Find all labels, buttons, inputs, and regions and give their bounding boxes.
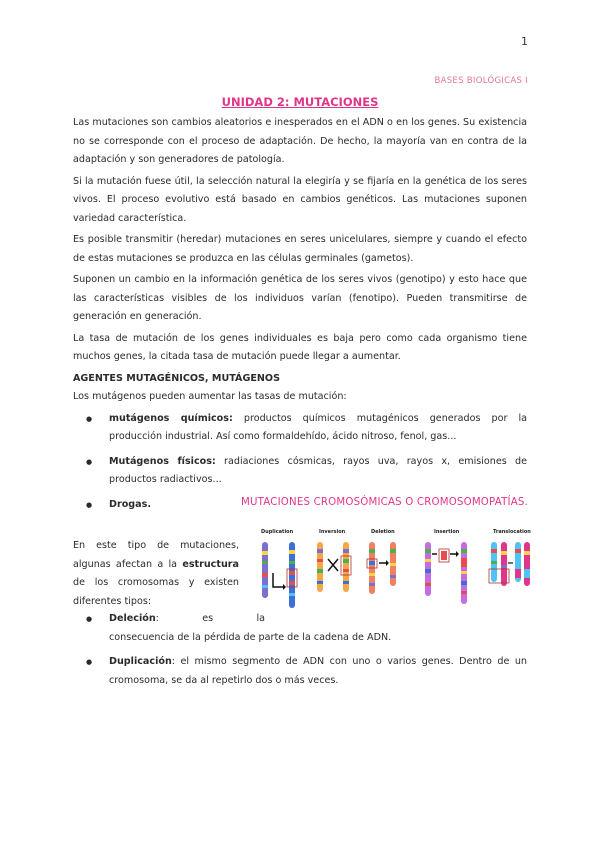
agents-heading: AGENTES MUTAGÉNICOS, MUTÁGENOS <box>73 372 280 384</box>
agents-intro: Los mutágenos pueden aumentar las tasas de mutación: <box>73 391 347 402</box>
chromosomal-list-wrapper <box>73 610 527 696</box>
translocation-illustration <box>489 542 530 586</box>
list-item <box>73 653 527 690</box>
item-text: : el mismo segmento de ADN con uno o varios genes. Dentro de un cromosoma, se da al repetirlo dos o más veces. <box>109 656 527 686</box>
item-term-group: ● Deleción: <box>109 613 159 624</box>
page-title: UNIDAD 2: MUTACIONES <box>221 95 379 109</box>
duplication-illustration <box>262 542 297 608</box>
item-term: Mutágenos físicos: <box>109 455 216 467</box>
list-item <box>73 410 527 447</box>
item-term: mutágenos químicos: <box>109 412 233 424</box>
item-text: radiaciones cósmicas, rayos uva, rayos x, emisiones de productos radiactivos... <box>109 455 527 485</box>
item-term: Duplicación <box>109 656 172 667</box>
paragraph-4: Suponen un cambio en la información genética de los seres vivos (genotipo) y esto hace que las características visibles de los individuos varían (fenotipo). Pueden transmitirse de generación en generación. <box>73 274 527 322</box>
paragraph-1: Las mutaciones son cambios aleatorios e inesperados en el ADN o en los genes. Su existencia no se corresponde con el proceso de adaptación. De hecho, la mayoría van en contra de la adaptación y son generadores de patología. <box>73 117 527 165</box>
running-header: BASES BIOLÓGICAS I <box>434 76 528 86</box>
item-term: Drogas. <box>109 498 151 510</box>
chromosome-mutation-diagram <box>253 525 531 613</box>
deletion-illustration <box>367 542 396 594</box>
diagram-label-inversion: Inversion <box>319 529 346 535</box>
insertion-illustration <box>425 542 467 604</box>
item-word: la <box>256 613 265 624</box>
intro-text: En este tipo de mutaciones, algunas afectan a la <box>73 540 239 570</box>
item-text: productos químicos mutagénicos generados por la producción industrial. Así como formaldehído, ácido nitroso, fenol, gas... <box>109 412 527 442</box>
list-item <box>73 453 527 490</box>
item-term: Deleción <box>109 613 156 624</box>
inversion-illustration <box>317 542 351 592</box>
intro-text-end: de los cromosomas y existen diferentes tipos: <box>73 577 239 607</box>
page-number: 1 <box>521 35 528 48</box>
item-word: es <box>202 613 214 624</box>
paragraph-5: La tasa de mutación de los genes individuales es baja pero como cada organismo tiene muchos genes, la citada tasa de mutación puede llegar a aumentar. <box>73 332 527 362</box>
diagram-label-deletion: Deletion <box>371 529 395 535</box>
diagram-label-insertion: Insertion <box>434 529 460 535</box>
chromosomal-list <box>73 610 527 690</box>
intro-bold: estructura <box>182 558 239 570</box>
item-first-line <box>109 610 265 629</box>
diagram-label-translocation: Translocation <box>493 529 531 535</box>
item-text: consecuencia de la pérdida de parte de la cadena de ADN. <box>109 631 392 643</box>
list-item <box>73 610 527 647</box>
diagram-label-duplication: Duplication <box>261 529 294 535</box>
chromosomal-heading: MUTACIONES CROMOSÓMICAS O CROMOSOMOPATÍAS. <box>241 497 528 508</box>
chromosomal-intro <box>73 537 239 611</box>
main-content <box>73 114 527 520</box>
paragraph-2: Si la mutación fuese útil, la selección natural la elegiría y se fijaría en la genética de los seres vivos. El proceso evolutivo está basado en cambios genéticos. Las mutaciones suponen variedad característica. <box>73 175 527 224</box>
paragraph-3: Es posible transmitir (heredar) mutaciones en seres unicelulares, siempre y cuando el efecto de estas mutaciones se produzca en las células germinales (gametos). <box>73 234 527 264</box>
